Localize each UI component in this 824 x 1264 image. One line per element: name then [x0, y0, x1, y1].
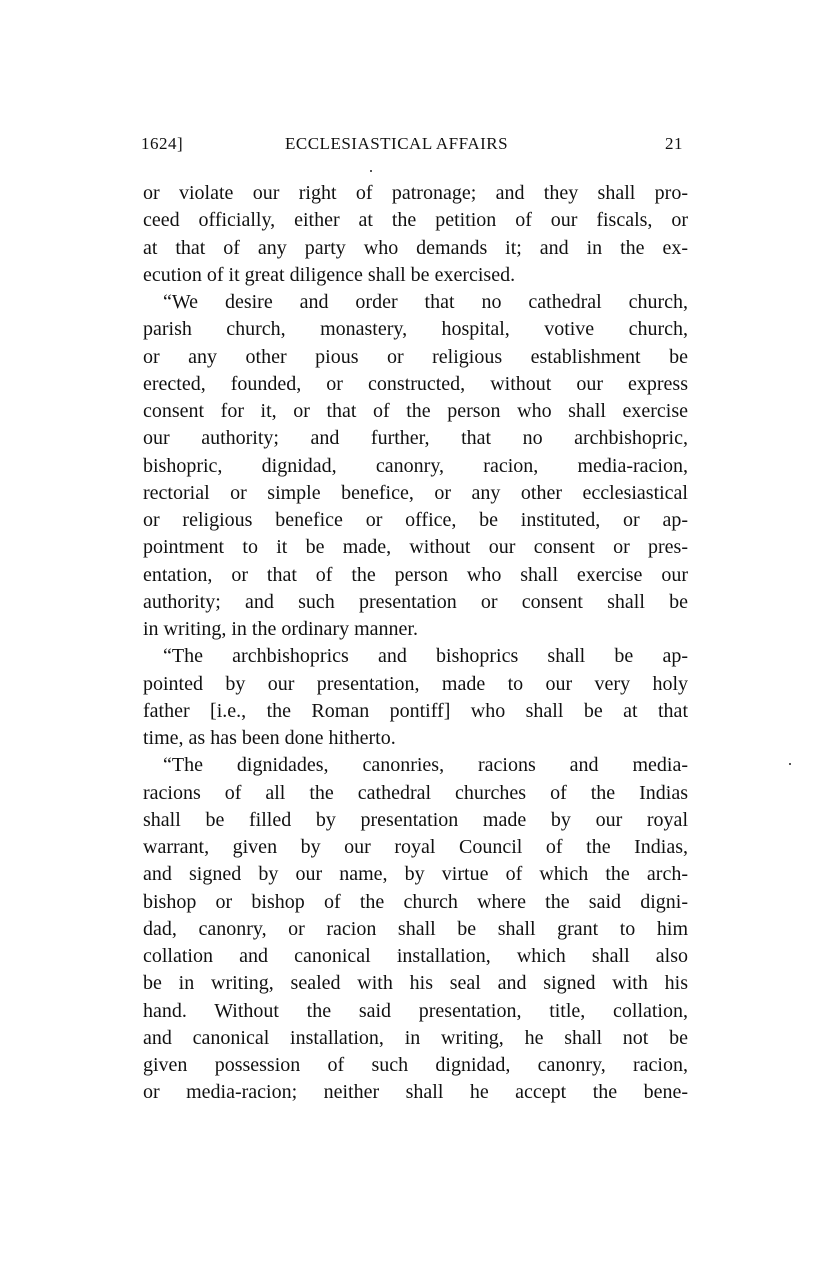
- text-line: in writing, in the ordinary manner.: [143, 618, 418, 640]
- text-line: “The archbishoprics and bishoprics shall be ap-: [163, 645, 688, 668]
- text-line: shall be filled by presentation made by our royal: [143, 808, 688, 831]
- scan-speck: [370, 170, 372, 172]
- text-line: and signed by our name, by virtue of which the arch-: [143, 863, 688, 886]
- page-range: 1624]: [141, 134, 184, 153]
- text-line: racions of all the cathedral churches of the Indias: [143, 781, 688, 804]
- text-line: authority; and such presentation or consent shall be: [143, 590, 688, 613]
- running-head: [141, 134, 683, 158]
- text-line: or religious benefice or office, be instituted, or ap-: [143, 509, 688, 531]
- text-line: consent for it, or that of the person who shall exercise: [143, 400, 688, 422]
- text-line: or media-racion; neither shall he accept the bene-: [143, 1081, 688, 1104]
- text-line: warrant, given by our royal Council of the Indias,: [143, 836, 688, 858]
- text-line: pointment to it be made, without our consent or pres-: [143, 536, 688, 559]
- text-line: our authority; and further, that no archbishopric,: [143, 427, 688, 450]
- text-line: ceed officially, either at the petition of our fiscals, or: [143, 209, 688, 232]
- text-line: erected, founded, or constructed, without our express: [143, 372, 688, 395]
- text-line: collation and canonical installation, which shall also: [143, 945, 688, 967]
- text-line: bishop or bishop of the church where the said digni-: [143, 890, 688, 913]
- body-text: [143, 180, 688, 1107]
- text-line: given possession of such dignidad, canonry, racion,: [143, 1054, 688, 1076]
- running-title: ECCLESIASTICAL AFFAIRS: [285, 134, 509, 153]
- text-line: “We desire and order that no cathedral church,: [163, 291, 688, 313]
- text-line: be in writing, sealed with his seal and signed with his: [143, 972, 688, 995]
- page-number: 21: [665, 134, 683, 153]
- scan-speck: [789, 763, 791, 765]
- text-line: dad, canonry, or racion shall be shall grant to him: [143, 917, 688, 940]
- text-line: or violate our right of patronage; and they shall pro-: [143, 182, 688, 204]
- text-line: entation, or that of the person who shall exercise our: [143, 563, 688, 586]
- text-line: ecution of it great diligence shall be exercised.: [143, 263, 516, 286]
- text-line: hand. Without the said presentation, title, collation,: [143, 999, 688, 1022]
- text-line: time, as has been done hitherto.: [143, 727, 396, 749]
- text-line: at that of any party who demands it; and in the ex-: [143, 236, 688, 259]
- text-line: pointed by our presentation, made to our very holy: [143, 672, 688, 695]
- text-line: or any other pious or religious establishment be: [143, 345, 688, 368]
- text-line: and canonical installation, in writing, he shall not be: [143, 1026, 688, 1049]
- text-line: father [i.e., the Roman pontiff] who shall be at that: [143, 699, 688, 722]
- text-line: rectorial or simple benefice, or any other ecclesiastical: [143, 481, 688, 504]
- text-line: parish church, monastery, hospital, votive church,: [143, 318, 688, 341]
- text-line: “The dignidades, canonries, racions and media-: [163, 754, 688, 777]
- text-line: bishopric, dignidad, canonry, racion, media-racion,: [143, 454, 688, 477]
